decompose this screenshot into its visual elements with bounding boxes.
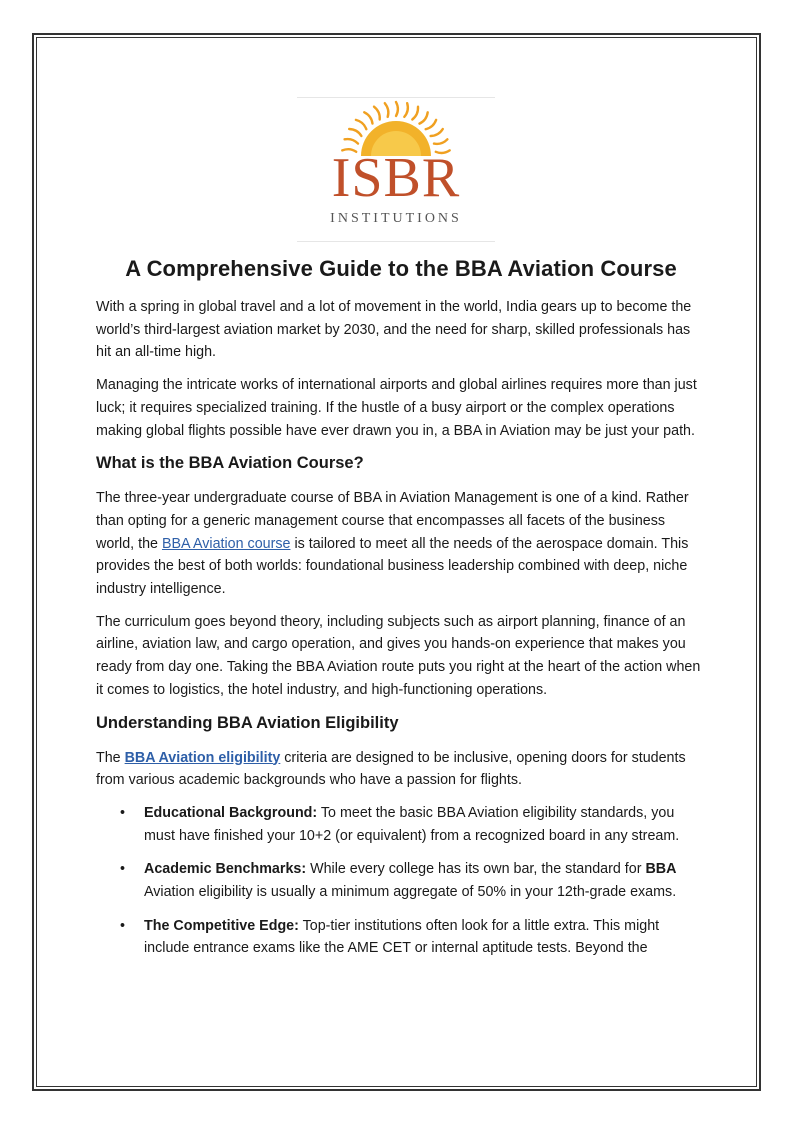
intro-paragraph-2: Managing the intricate works of international airports and global airlines requires more than just luck; it requires specialized training. If the hustle of a busy airport or the complex operations making global flights possible have ever drawn you in, a BBA in Aviation may be just your path. xyxy=(96,377,697,439)
sun-ray-icon xyxy=(426,120,436,129)
bullet-icon: • xyxy=(120,917,126,934)
document-body xyxy=(96,256,706,971)
isbr-logo xyxy=(297,97,495,242)
section1-paragraph-1 xyxy=(96,487,706,601)
text-span: is tailored to meet all the needs of the aerospace domain. This provides the best of both worlds: foundational business leadership combined with deep, niche industry intelligence. xyxy=(96,535,689,598)
list-item-label: The Competitive Edge: xyxy=(144,917,299,934)
list-item-text: Top-tier institutions often look for a little extra. This might include entrance exams like the AME CET or internal aptitude tests. Beyond the xyxy=(144,917,660,957)
sun-ray-icon xyxy=(349,129,361,136)
page-title: A Comprehensive Guide to the BBA Aviation Course xyxy=(125,256,677,281)
sun-ray-icon xyxy=(345,139,358,144)
section1-paragraph-2: The curriculum goes beyond theory, including subjects such as airport planning, finance of an airline, aviation law, and cargo operation, and gives you hands-on experience that makes you ready from day one. Taking the BBA Aviation route puts you right at the heart of the action when it comes to logistics, the hotel industry, and high-functioning operations. xyxy=(96,613,701,698)
bba-aviation-eligibility-link[interactable]: BBA Aviation eligibility xyxy=(124,749,281,766)
list-item xyxy=(120,858,706,903)
logo-wordmark: ISBR xyxy=(331,147,461,209)
logo-subtitle: INSTITUTIONS xyxy=(330,211,462,226)
sun-ray-icon xyxy=(431,129,443,136)
list-item-text: To meet the basic BBA Aviation eligibility standards, you must have finished your 10+2 (or equivalent) from a recognized board in any stream. xyxy=(144,804,680,844)
list-item-label: Academic Benchmarks: xyxy=(144,861,307,878)
section-heading-what-is: What is the BBA Aviation Course? xyxy=(96,454,364,473)
bullet-icon: • xyxy=(120,861,126,878)
sun-ray-icon xyxy=(374,107,380,120)
bullet-icon: • xyxy=(120,804,126,821)
intro-paragraph-1: With a spring in global travel and a lot of movement in the world, India gears up to become the world’s third-largest aviation market by 2030, and the need for sharp, skilled professionals has hit an all-time high. xyxy=(96,299,692,361)
sun-ray-icon xyxy=(412,107,418,120)
text-span: The three-year undergraduate course of BBA in Aviation Management is one of a kind. Rather than opting for a generic management course that encompasses all facets of the business world, the xyxy=(96,490,689,552)
section-heading-eligibility: Understanding BBA Aviation Eligibility xyxy=(96,713,399,732)
sun-ray-icon xyxy=(404,103,408,117)
bba-aviation-course-link[interactable]: BBA Aviation course xyxy=(161,535,291,552)
sun-ray-icon xyxy=(356,120,366,129)
section2-paragraph-1 xyxy=(96,747,706,792)
sun-ray-icon xyxy=(385,103,389,117)
list-item xyxy=(120,802,706,847)
eligibility-list xyxy=(96,802,706,960)
sun-ray-icon xyxy=(434,139,447,144)
list-item-text: While every college has its own bar, the standard for xyxy=(306,861,646,878)
list-item-text: Aviation eligibility is usually a minimum aggregate of 50% in your 12th-grade exams. xyxy=(144,884,677,901)
list-item-label: Educational Background: xyxy=(144,804,318,821)
text-span: criteria are designed to be inclusive, opening doors for students from various academic backgrounds who have a passion for flights. xyxy=(96,749,686,789)
list-item-bold: BBA xyxy=(645,861,677,878)
text-span: The xyxy=(96,749,125,766)
list-item xyxy=(120,915,706,960)
sun-ray-icon xyxy=(364,112,372,123)
sun-ray-icon xyxy=(420,112,428,123)
sun-ray-icon xyxy=(396,102,398,116)
